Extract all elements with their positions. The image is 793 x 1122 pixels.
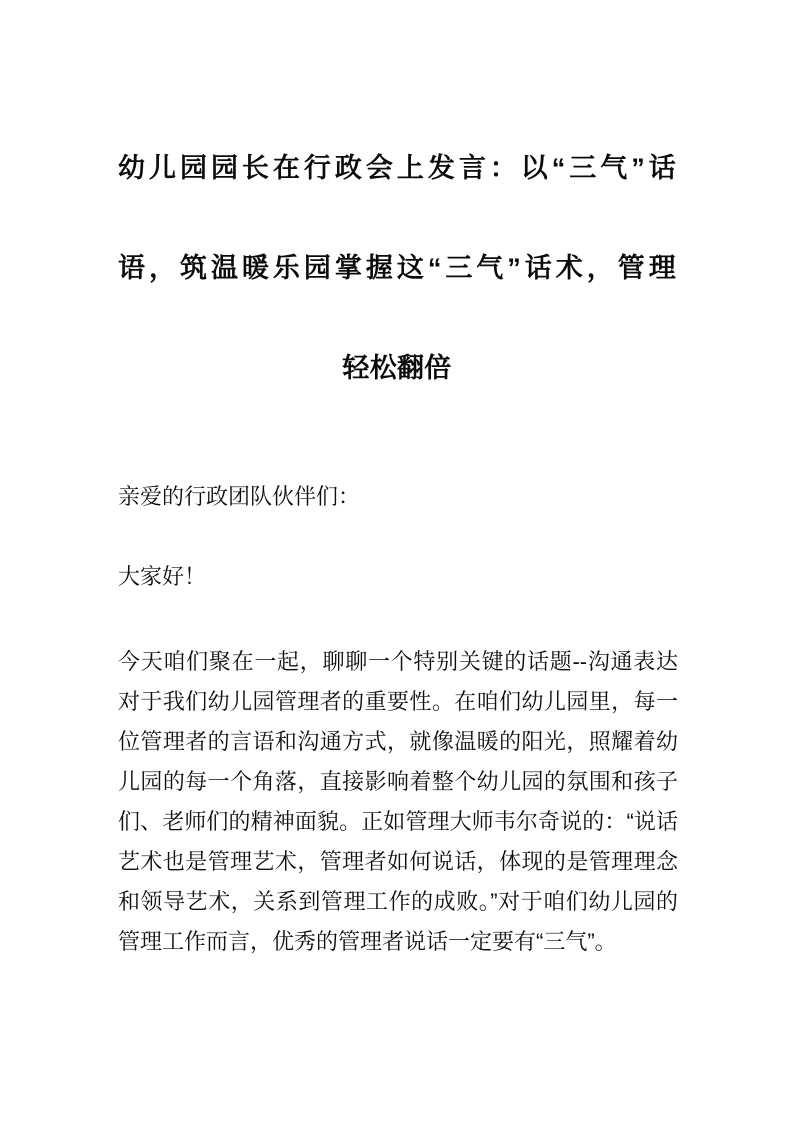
body-paragraph-1: 今天咱们聚在一起，聊聊一个特别关键的话题--沟通表达对于我们幼儿园管理者的重要性。在咱们幼儿园里，每一位管理者的言语和沟通方式，就像温暖的阳光，照耀着幼儿园的每一个角落，直接影响着整个幼儿园的氛围和孩子们、老师们的精神面貌。正如管理大师韦尔奇说的：“说话艺术也是管理艺术，管理者如何说话，体现的是管理理念和领导艺术，关系到管理工作的成败。”对于咱们幼儿园的管理工作而言，优秀的管理者说话一定要有“三气”。 [118, 649, 678, 954]
document-body [118, 477, 678, 962]
page-title-line-1: 幼儿园园长在行政会上发言：以“三气”话 [118, 153, 676, 183]
page-title-line-3: 轻松翻倍 [342, 353, 452, 383]
salutation-text: 亲爱的行政团队伙伴们： [118, 484, 361, 509]
page-title [118, 118, 676, 418]
page-title-line-2: 语，筑温暖乐园掌握这“三气”话术，管理 [118, 253, 676, 283]
greeting-text: 大家好！ [118, 564, 207, 589]
